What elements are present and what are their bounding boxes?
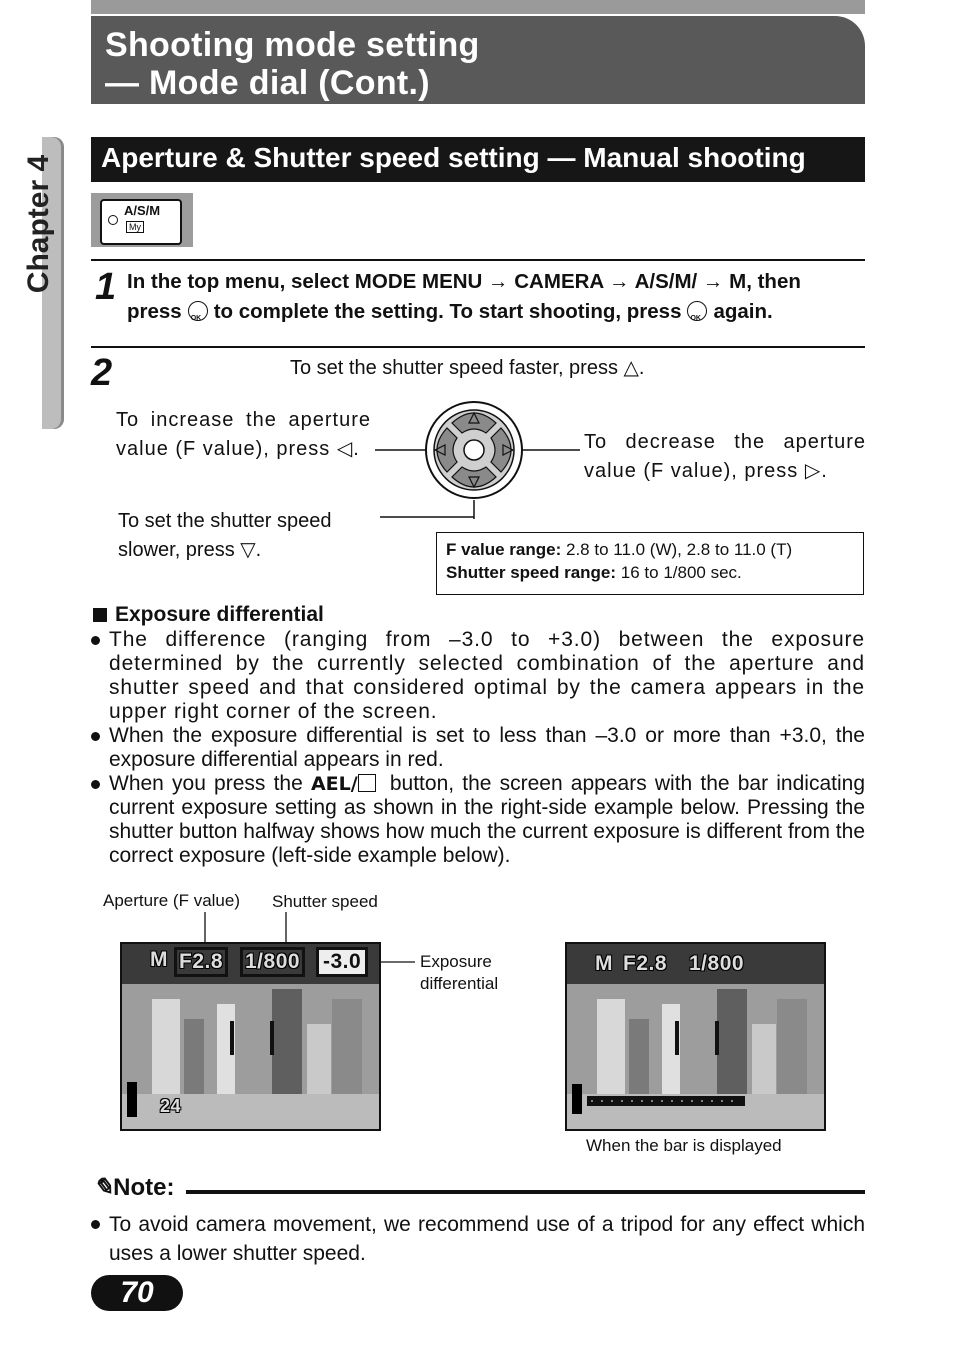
ok-button-icon [687, 301, 707, 321]
pencil-icon: ✎ [93, 1174, 114, 1201]
step-2-number: 2 [91, 352, 113, 394]
bullet-icon [91, 1220, 100, 1229]
step-1-number: 1 [95, 266, 117, 308]
bullet-item [91, 772, 865, 868]
osd-mode: M [595, 952, 613, 975]
bullet-icon [91, 780, 100, 789]
page-title: Shooting mode setting — Mode dial (Cont.) [105, 26, 480, 102]
osd-frames: 24 [160, 1096, 182, 1116]
f-value-range [446, 539, 792, 561]
osd-mode: M [150, 948, 168, 971]
bullet-icon [91, 732, 100, 741]
lcd-screen-left [120, 942, 381, 1131]
note-heading-text: Note: [113, 1174, 175, 1201]
f-range-label: F value range: [446, 540, 562, 559]
osd-aperture: F2.8 [174, 947, 228, 977]
title-top-strip [91, 0, 865, 14]
mode-dial-card [100, 199, 182, 245]
osd-exposure-diff: -3.0 [316, 947, 368, 977]
aperture-increase-text: To increase the aperture value (F value), press ◁. [116, 409, 371, 460]
shutter-slower-text: To set the shutter speed slower, press ▽. [118, 510, 332, 561]
page-number: 70 [91, 1275, 183, 1311]
osd-shutter: 1/800 [240, 947, 305, 977]
divider [91, 346, 865, 348]
step-1-line1: In the top menu, select MODE MENU → CAMERA → A/S/M/ → M, then [127, 270, 801, 293]
step-1-press: press [127, 300, 182, 323]
square-bullet-icon [93, 608, 107, 622]
mode-label: A/S/M [124, 203, 161, 218]
s-range-value: 16 to 1/800 sec. [620, 563, 742, 582]
dial-indicator-icon [108, 215, 118, 225]
aperture-label: Aperture (F value) [103, 891, 240, 910]
osd-shutter: 1/800 [689, 952, 745, 975]
arrow-pad-diagram [370, 395, 585, 525]
aperture-decrease-text: To decrease the aperture value (F value), press ▷. [584, 431, 866, 482]
osd-aperture: F2.8 [623, 952, 668, 975]
section-heading: Aperture & Shutter speed setting — Manual shooting [101, 142, 806, 173]
note-bullet [91, 1210, 865, 1268]
bullet-text: When the exposure differential is set to less than –3.0 or more than +3.0, the exposure differential appears in red. [109, 724, 865, 771]
note-heading [93, 1173, 174, 1202]
note-rule [186, 1190, 865, 1194]
custom-button-icon [358, 774, 376, 792]
bullet-text [109, 772, 865, 868]
my-mode-label: My [126, 221, 144, 233]
bar-caption: When the bar is displayed [586, 1136, 782, 1155]
chapter-label: Chapter 4 [22, 154, 55, 294]
divider [91, 259, 865, 261]
exposure-heading [93, 603, 324, 627]
s-range-label: Shutter speed range: [446, 563, 617, 582]
bullet-icon [91, 636, 100, 645]
shutter-label: Shutter speed [272, 892, 378, 911]
lcd-screen-right [565, 942, 826, 1131]
ok-button-icon [188, 301, 208, 321]
exposure-diff-label: Exposure differential [420, 952, 499, 993]
step-1-complete: to complete the setting. To start shooting, press [213, 300, 682, 323]
note-text: To avoid camera movement, we recommend use of a tripod for any effect which uses a lower shutter speed. [109, 1213, 865, 1265]
bullet-text: The difference (ranging from –3.0 to +3.0) between the exposure determined by the currently selected combination of the aperture and shutter speed and that considered optimal by the camera appears in the upper right corner of the screen. [109, 628, 865, 723]
ael-button-label: AEL/ [310, 773, 358, 795]
exposure-heading-text: Exposure differential [115, 603, 324, 626]
step-1-text [127, 267, 867, 327]
ael-before: When you press the [109, 772, 303, 795]
f-range-value: 2.8 to 11.0 (W), 2.8 to 11.0 (T) [566, 540, 793, 559]
bullet-item [91, 628, 865, 724]
ael-after: button, the screen appears with the bar indicating current exposure setting as shown in the right-side example below. Pressing the shutter button halfway shows how much the current exposure is different from the correct exposure (left-side example below). [109, 772, 865, 867]
shutter-speed-range [446, 562, 742, 584]
shutter-faster-text: To set the shutter speed faster, press △. [290, 357, 645, 379]
step-1-again: again. [713, 300, 773, 323]
bullet-item [91, 724, 865, 772]
